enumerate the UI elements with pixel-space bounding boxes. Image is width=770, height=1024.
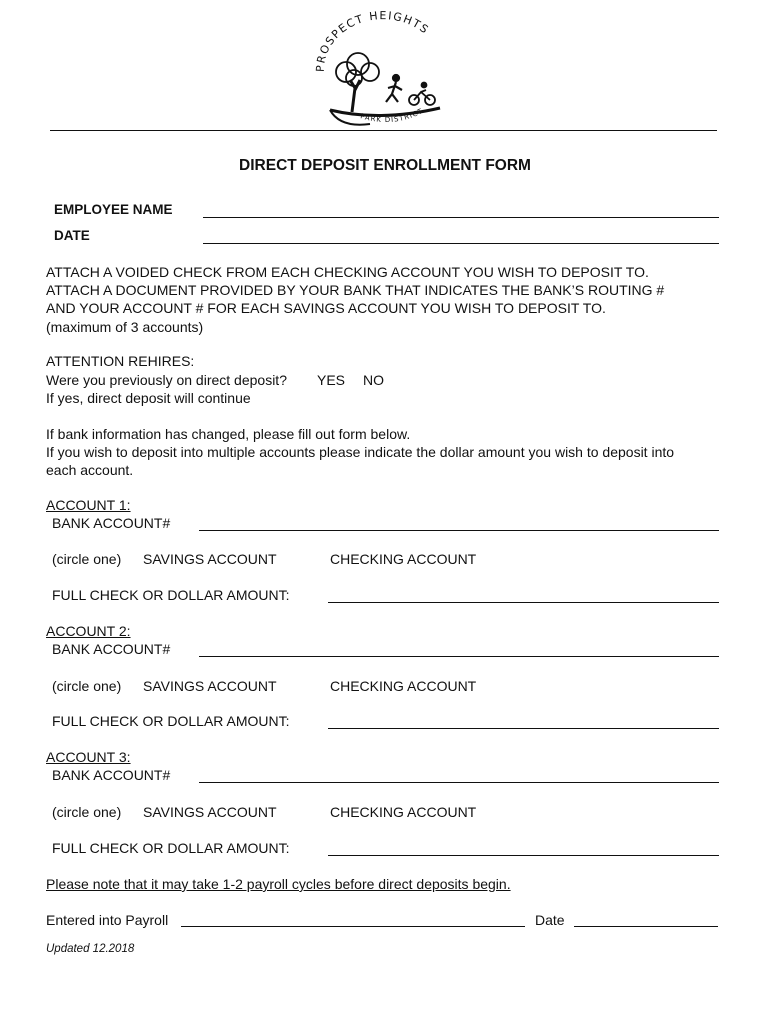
date-field[interactable] — [203, 243, 719, 244]
account-1-heading: ACCOUNT 1: — [46, 497, 131, 513]
account-3-heading: ACCOUNT 3: — [46, 749, 131, 765]
rehires-question: Were you previously on direct deposit? — [46, 372, 287, 388]
logo-top-text: PROSPECT HEIGHTS — [313, 10, 432, 73]
account-2-amount-label: FULL CHECK OR DOLLAR AMOUNT: — [52, 713, 290, 729]
account-1-checking-option[interactable]: CHECKING ACCOUNT — [330, 551, 477, 567]
prospect-heights-logo — [300, 10, 460, 130]
account-2-savings-option[interactable]: SAVINGS ACCOUNT — [143, 678, 277, 694]
changes-line-2: If you wish to deposit into multiple accounts please indicate the dollar amount you wish to deposit into — [46, 444, 675, 460]
updated-note: Updated 12.2018 — [46, 943, 135, 955]
footer-date-field[interactable] — [574, 926, 718, 927]
account-2-circle-label: (circle one) — [52, 678, 122, 694]
account-1-bank-label: BANK ACCOUNT# — [52, 515, 171, 531]
instruction-line-1: ATTACH A VOIDED CHECK FROM EACH CHECKING ACCOUNT YOU WISH TO DEPOSIT TO. — [46, 264, 649, 280]
account-1-bank-field[interactable] — [199, 530, 719, 531]
employee-name-field[interactable] — [203, 217, 719, 218]
account-3-amount-label: FULL CHECK OR DOLLAR AMOUNT: — [52, 840, 290, 856]
account-2-heading: ACCOUNT 2: — [46, 623, 131, 639]
rehires-note: If yes, direct deposit will continue — [46, 390, 251, 406]
instruction-line-3: AND YOUR ACCOUNT # FOR EACH SAVINGS ACCOUNT YOU WISH TO DEPOSIT TO. — [46, 300, 606, 316]
account-3-checking-option[interactable]: CHECKING ACCOUNT — [330, 804, 477, 820]
account-1-circle-label: (circle one) — [52, 551, 122, 567]
employee-name-label: EMPLOYEE NAME — [54, 202, 173, 217]
payroll-notice: Please note that it may take 1-2 payroll cycles before direct deposits begin. — [46, 876, 511, 892]
changes-line-1: If bank information has changed, please fill out form below. — [46, 426, 411, 442]
account-3-bank-label: BANK ACCOUNT# — [52, 767, 171, 783]
entered-into-payroll-label: Entered into Payroll — [46, 912, 169, 928]
changes-line-3: each account. — [46, 462, 134, 478]
date-label: DATE — [54, 228, 90, 243]
instruction-line-2: ATTACH A DOCUMENT PROVIDED BY YOUR BANK THAT INDICATES THE BANK’S ROUTING # — [46, 282, 665, 298]
rehires-heading: ATTENTION REHIRES: — [46, 353, 195, 369]
rehires-no-option[interactable]: NO — [363, 372, 384, 388]
footer-date-label: Date — [535, 912, 565, 928]
instruction-line-4: (maximum of 3 accounts) — [46, 319, 204, 335]
account-1-amount-label: FULL CHECK OR DOLLAR AMOUNT: — [52, 587, 290, 603]
account-1-amount-field[interactable] — [328, 602, 719, 603]
account-3-bank-field[interactable] — [199, 782, 719, 783]
account-1-savings-option[interactable]: SAVINGS ACCOUNT — [143, 551, 277, 567]
rehires-yes-option[interactable]: YES — [317, 372, 346, 388]
entered-into-payroll-field[interactable] — [181, 926, 525, 927]
account-2-amount-field[interactable] — [328, 728, 719, 729]
header-rule — [50, 130, 717, 131]
account-3-circle-label: (circle one) — [52, 804, 122, 820]
account-3-savings-option[interactable]: SAVINGS ACCOUNT — [143, 804, 277, 820]
form-title: DIRECT DEPOSIT ENROLLMENT FORM — [239, 157, 531, 174]
account-2-bank-field[interactable] — [199, 656, 719, 657]
account-2-checking-option[interactable]: CHECKING ACCOUNT — [330, 678, 477, 694]
logo-bottom-text: PARK DISTRICT — [359, 107, 425, 125]
account-3-amount-field[interactable] — [328, 855, 719, 856]
account-2-bank-label: BANK ACCOUNT# — [52, 641, 171, 657]
